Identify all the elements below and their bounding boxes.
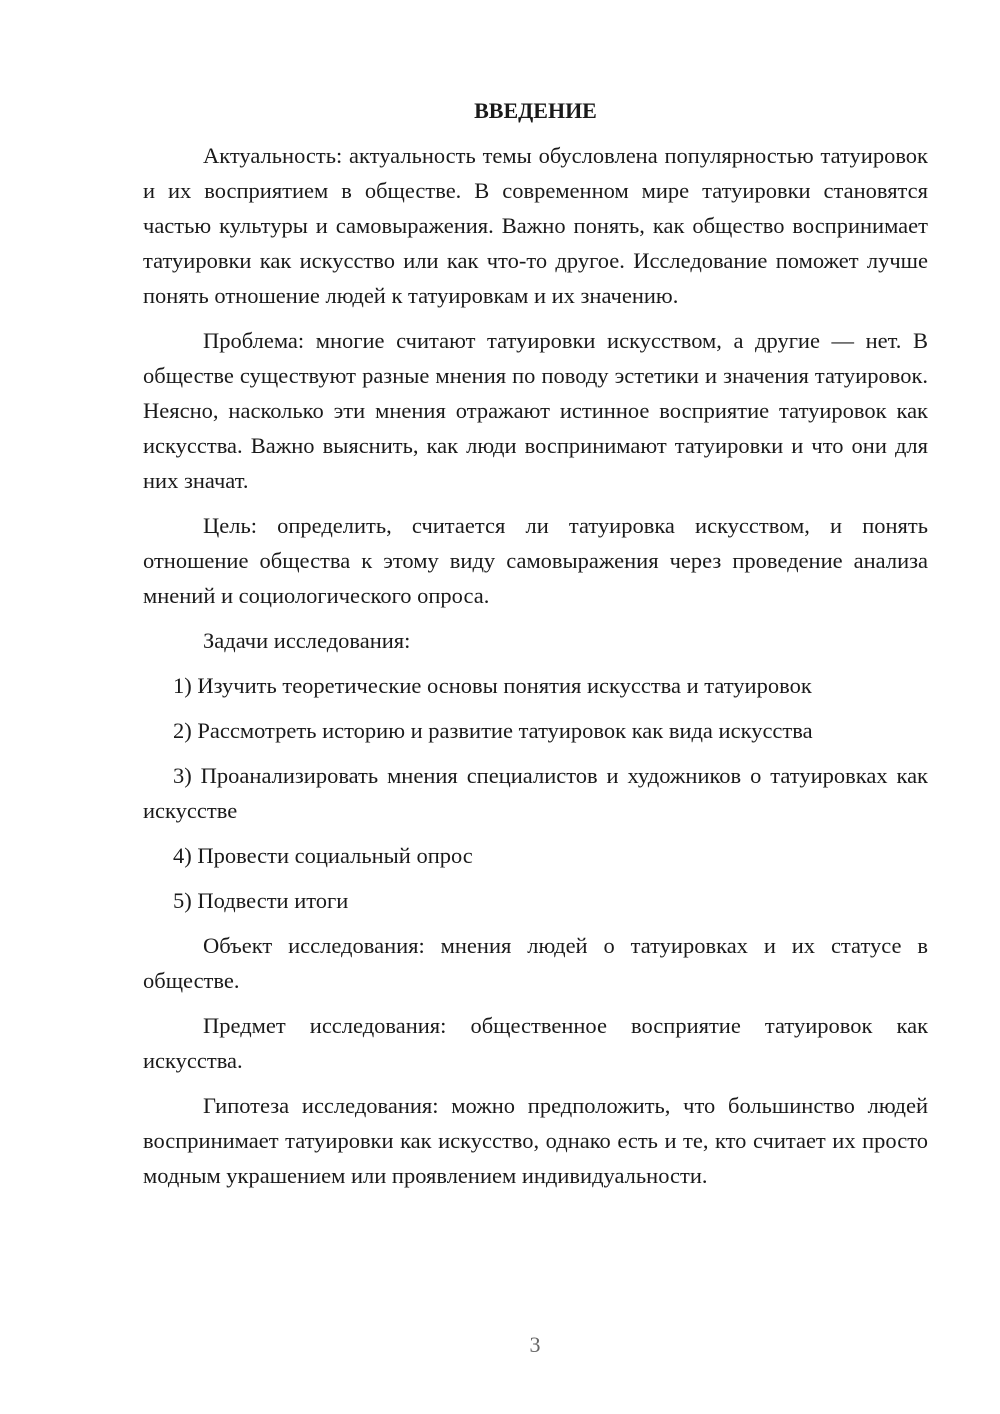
paragraph-subject: Предмет исследования: общественное восприятие татуировок как искусства. bbox=[143, 1013, 928, 1073]
task-item-1: 1) Изучить теоретические основы понятия искусства и татуировок bbox=[173, 673, 812, 698]
section-heading: ВВЕДЕНИЕ bbox=[474, 98, 597, 123]
paragraph-problem: Проблема: многие считают татуировки искусством, а другие — нет. В обществе существуют разные мнения по поводу эстетики и значения татуировок. Неясно, насколько эти мнения отражают истинное восприятие татуировок как искусства. Важно выяснить, как люди воспринимают татуировки и что они для них значат. bbox=[143, 328, 928, 493]
task-item-2: 2) Рассмотреть историю и развитие татуировок как вида искусства bbox=[173, 718, 813, 743]
tasks-label: Задачи исследования: bbox=[203, 628, 411, 653]
page-number: 3 bbox=[529, 1332, 541, 1357]
paragraph-hypothesis: Гипотеза исследования: можно предположить, что большинство людей воспринимает татуировки как искусство, однако есть и те, кто считает их просто модным украшением или проявлением индивидуальности. bbox=[143, 1093, 928, 1188]
paragraph-goal: Цель: определить, считается ли татуировка искусством, и понять отношение общества к этому виду самовыражения через проведение анализа мнений и социологического опроса. bbox=[143, 513, 928, 608]
task-item-5: 5) Подвести итоги bbox=[173, 888, 349, 913]
paragraph-object: Объект исследования: мнения людей о татуировках и их статусе в обществе. bbox=[143, 933, 928, 993]
task-item-3: 3) Проанализировать мнения специалистов и художников о татуировках как искусстве bbox=[143, 763, 928, 823]
task-item-4: 4) Провести социальный опрос bbox=[173, 843, 473, 868]
page-content bbox=[143, 93, 928, 1203]
paragraph-relevance: Актуальность: актуальность темы обусловлена популярностью татуировок и их восприятием в обществе. В современном мире татуировки становятся частью культуры и самовыражения. Важно понять, как общество воспринимает татуировки как искусство или как что-то другое. Исследование поможет лучше понять отношение людей к татуировкам и их значению. bbox=[143, 143, 928, 308]
